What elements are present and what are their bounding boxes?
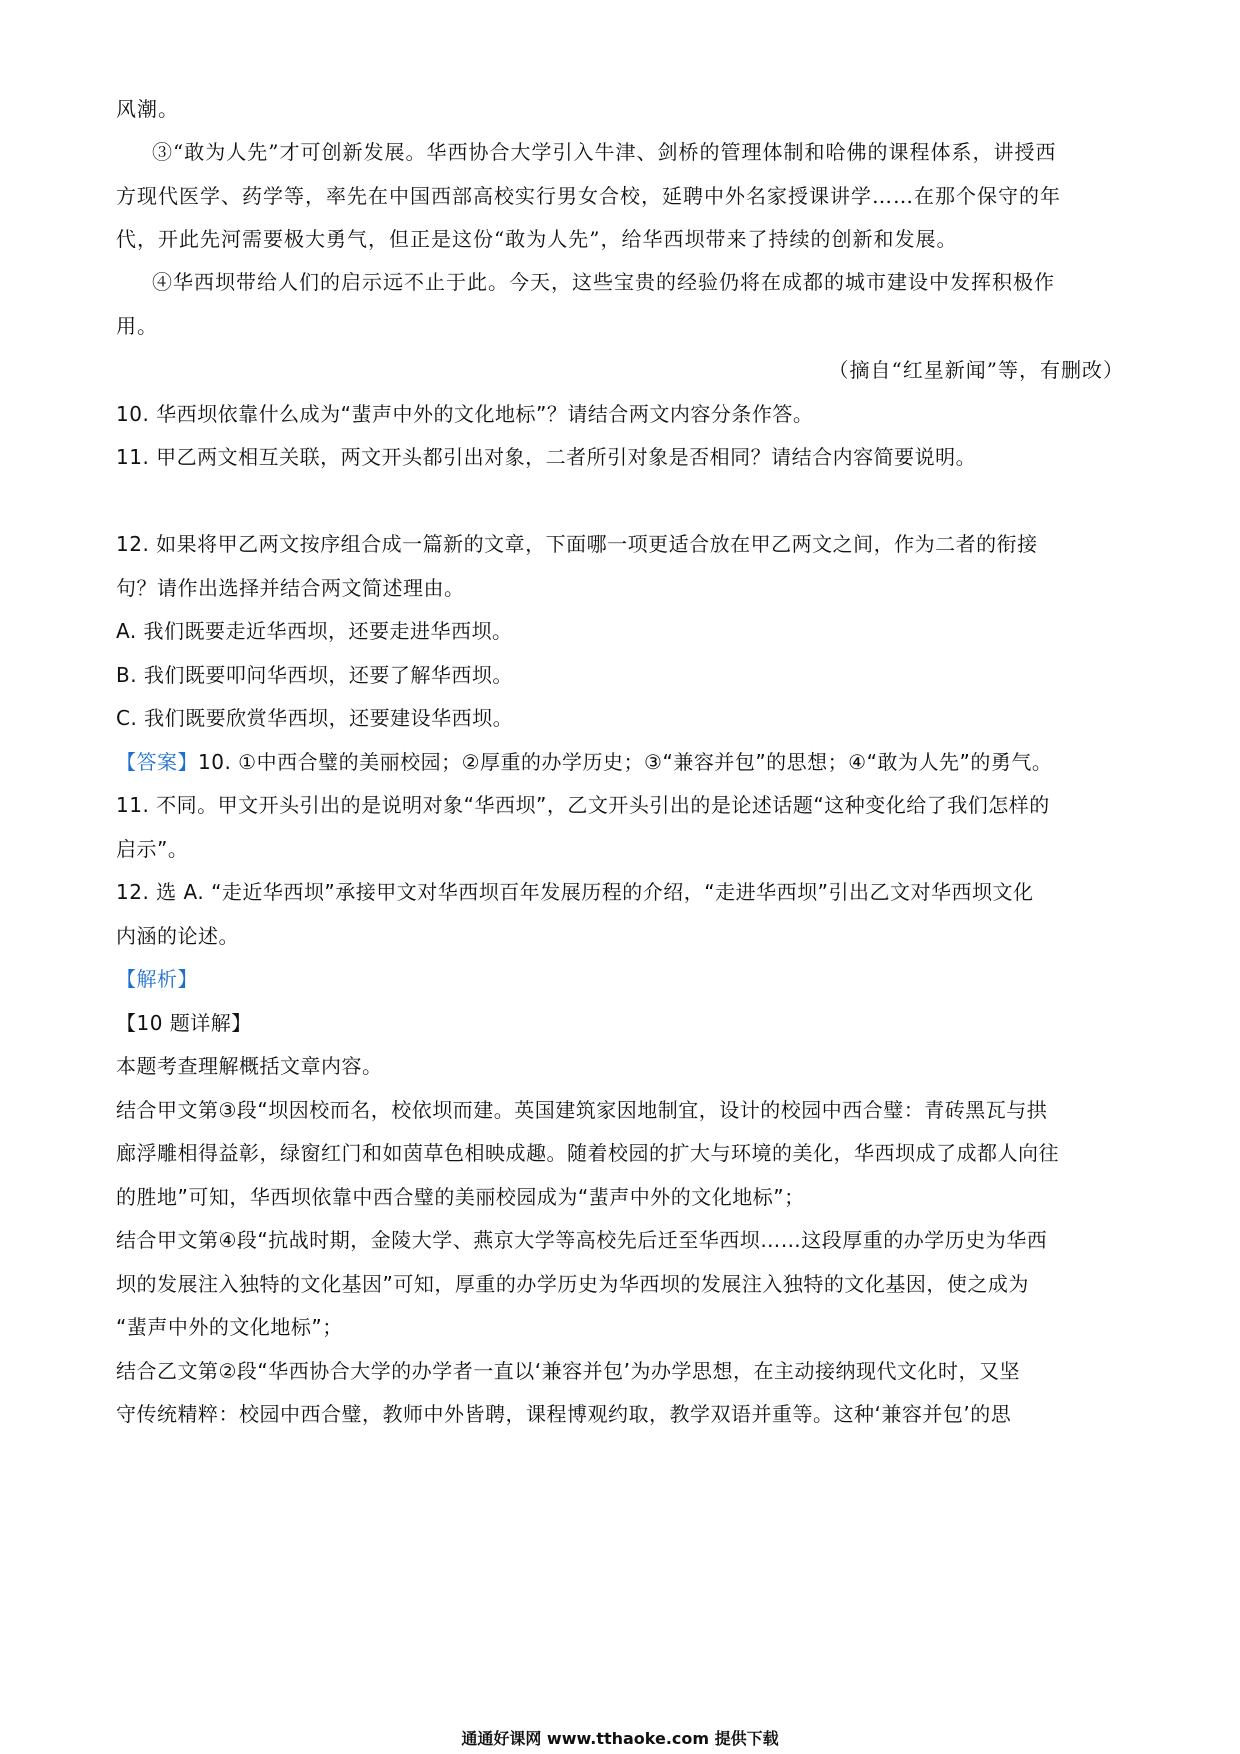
answer-12-line: 12. 选 A. “走近华西坝”承接甲文对华西坝百年发展历程的介绍，“走进华西坝”引出乙文对华西坝文化: [116, 880, 1034, 904]
analysis-line: “蜚声中外的文化地标”；: [116, 1315, 343, 1339]
passage-line: 代，开此先河需要极大勇气，但正是这份“敢为人先”，给华西坝带来了持续的创新和发展。: [116, 227, 958, 251]
option-c: C. 我们既要欣赏华西坝，还要建设华西坝。: [116, 706, 514, 730]
passage-line: 风潮。: [116, 97, 179, 121]
question-12-line: 句？请作出选择并结合两文简述理由。: [116, 576, 465, 600]
question-12-line: 12. 如果将甲乙两文按序组合成一篇新的文章，下面哪一项更适合放在甲乙两文之间，作为二者的衔接: [116, 532, 1038, 556]
answer-tag: 【答案】: [116, 750, 198, 774]
analysis-line: 廊浮雕相得益彰，绿窗红门和如茵草色相映成趣。随着校园的扩大与环境的美化，华西坝成了成都人向往: [116, 1141, 1059, 1165]
option-a: A. 我们既要走近华西坝，还要走进华西坝。: [116, 619, 513, 643]
answer-11-line: 11. 不同。甲文开头引出的是说明对象“华西坝”，乙文开头引出的是论述话题“这种变化给了我们怎样的: [116, 793, 1050, 817]
analysis-line: 本题考查理解概括文章内容。: [116, 1054, 383, 1078]
analysis-line: 结合甲文第③段“坝因校而名，校依坝而建。英国建筑家因地制宜，设计的校园中西合璧：青砖黑瓦与拱: [116, 1098, 1048, 1122]
passage-line: 用。: [116, 314, 158, 338]
analysis-line: 守传统精粹：校园中西合璧，教师中外皆聘，课程博观约取，教学双语并重等。这种‘兼容并包’的思: [116, 1402, 1012, 1426]
answer-11-line: 启示”。: [116, 837, 189, 861]
question-11: 11. 甲乙两文相互关联，两文开头都引出对象，二者所引对象是否相同？请结合内容简要说明。: [116, 445, 977, 469]
option-b: B. 我们既要叩问华西坝，还要了解华西坝。: [116, 663, 513, 687]
answer-10: 10. ①中西合璧的美丽校园；②厚重的办学历史；③“兼容并包”的思想；④“敢为人先”的勇气。: [198, 750, 1053, 774]
analysis-tag: 【解析】: [116, 967, 198, 991]
analysis-line: 结合乙文第②段“华西协合大学的办学者一直以‘兼容并包’为办学思想，在主动接纳现代文化时，又坚: [116, 1359, 1021, 1383]
answer-line: [116, 748, 1134, 776]
analysis-line: 结合甲文第④段“抗战时期，金陵大学、燕京大学等高校先后迁至华西坝……这段厚重的办学历史为华西: [116, 1228, 1048, 1252]
question-10: 10. 华西坝依靠什么成为“蜚声中外的文化地标”？请结合两文内容分条作答。: [116, 402, 814, 426]
passage-source: （摘自“红星新闻”等，有删改）: [828, 358, 1124, 382]
passage-line: ③“敢为人先”才可创新发展。华西协合大学引入牛津、剑桥的管理体制和哈佛的课程体系，讲授西: [152, 140, 1057, 164]
answer-12-line: 内涵的论述。: [116, 924, 239, 948]
passage-line: ④华西坝带给人们的启示远不止于此。今天，这些宝贵的经验仍将在成都的城市建设中发挥积极作: [152, 270, 1055, 294]
analysis-line: 的胜地”可知，华西坝依靠中西合璧的美丽校园成为“蜚声中外的文化地标”；: [116, 1185, 805, 1209]
footer-watermark: 通通好课网 www.tthaoke.com 提供下载: [461, 1729, 779, 1748]
passage-line: 方现代医学、药学等，率先在中国西部高校实行男女合校，延聘中外名家授课讲学……在那个保守的年: [116, 184, 1061, 208]
analysis-line: 坝的发展注入独特的文化基因”可知，厚重的办学历史为华西坝的发展注入独特的文化基因，使之成为: [116, 1272, 1029, 1296]
detail-title: 【10 题详解】: [116, 1011, 252, 1035]
